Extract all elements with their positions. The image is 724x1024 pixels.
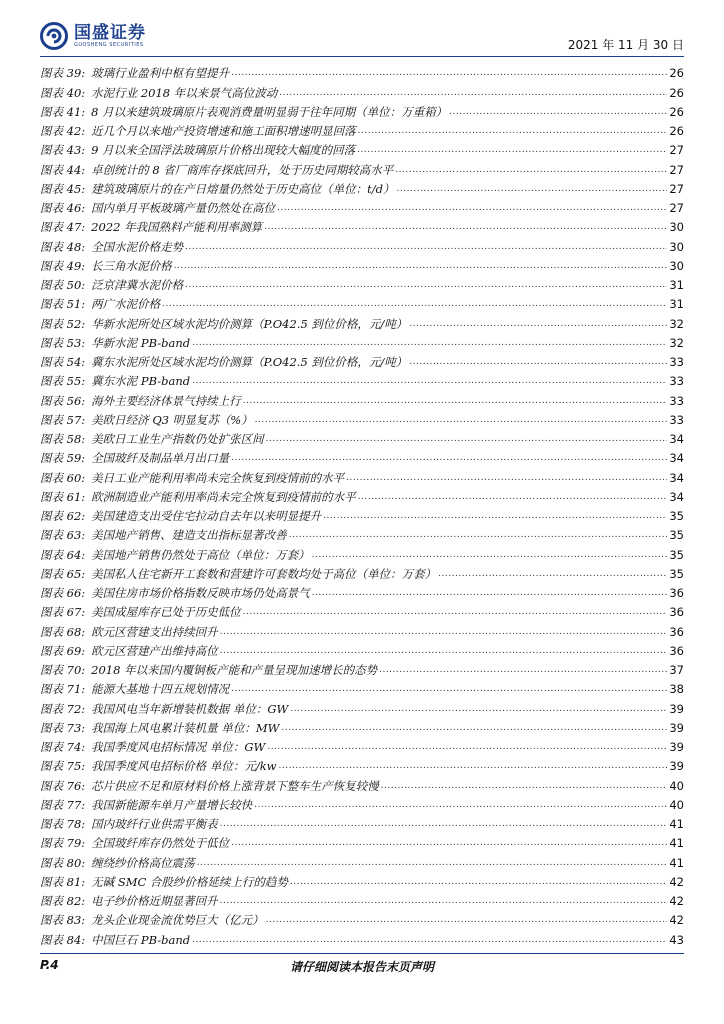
toc-entry[interactable]	[40, 215, 684, 234]
toc-entry-page: 36	[669, 624, 684, 639]
toc-entry-label: 图表 45:	[40, 181, 86, 196]
toc-entry[interactable]	[40, 369, 684, 388]
toc-leader-dots	[220, 894, 668, 908]
toc-entry[interactable]	[40, 581, 684, 600]
toc-leader-dots	[220, 817, 668, 831]
footer-divider	[40, 953, 684, 954]
toc-entry[interactable]	[40, 562, 684, 581]
toc-entry-label: 图表 59:	[40, 451, 86, 466]
toc-entry-page: 39	[669, 759, 684, 774]
toc-entry-label: 图表 43:	[40, 143, 86, 158]
toc-entry[interactable]	[40, 157, 684, 176]
toc-entry-label: 图表 63:	[40, 528, 86, 543]
toc-entry[interactable]	[40, 542, 684, 561]
toc-leader-dots	[231, 836, 667, 850]
toc-entry-label: 图表 80:	[40, 855, 86, 870]
toc-entry[interactable]	[40, 754, 684, 773]
toc-entry[interactable]	[40, 850, 684, 869]
toc-entry[interactable]	[40, 793, 684, 812]
toc-entry-title: 无碱 SMC 合股纱价格延续上行的趋势	[91, 874, 288, 889]
toc-entry-label: 图表 39:	[40, 66, 86, 81]
toc-entry-label: 图表 51:	[40, 297, 86, 312]
toc-entry-title: 冀东水泥 PB-band	[91, 374, 191, 389]
toc-entry[interactable]	[40, 485, 684, 504]
toc-leader-dots	[185, 278, 667, 292]
toc-entry-page: 27	[669, 162, 684, 177]
toc-leader-dots	[220, 625, 668, 639]
toc-leader-dots	[162, 297, 667, 311]
toc-entry[interactable]	[40, 658, 684, 677]
toc-leader-dots	[192, 374, 667, 388]
toc-entry[interactable]	[40, 446, 684, 465]
toc-entry-label: 图表 75:	[40, 759, 86, 774]
toc-leader-dots	[243, 394, 668, 408]
toc-entry-label: 图表 78:	[40, 817, 86, 831]
toc-entry[interactable]	[40, 523, 684, 542]
toc-leader-dots	[358, 490, 668, 504]
toc-entry[interactable]	[40, 716, 684, 735]
toc-leader-dots	[289, 528, 668, 542]
toc-entry[interactable]	[40, 196, 684, 215]
toc-entry-title: 水泥行业 2018 年以来景气高位波动	[91, 85, 278, 100]
toc-entry-page: 34	[669, 432, 684, 446]
toc-entry-label: 图表 58:	[40, 432, 86, 446]
toc-entry-title: 美日工业产能利用率尚未完全恢复到疫情前的水平	[91, 470, 345, 485]
toc-entry-page: 35	[669, 528, 684, 543]
toc-entry-label: 图表 77:	[40, 797, 86, 812]
toc-entry-title: 龙头企业现金流优势巨大（亿元）	[91, 913, 264, 928]
toc-entry-page: 33	[669, 412, 684, 427]
toc-entry-label: 图表 72:	[40, 701, 86, 716]
toc-leader-dots	[438, 567, 667, 581]
toc-entry[interactable]	[40, 504, 684, 523]
toc-entry-title: 全国玻纤库存仍然处于低位	[91, 836, 230, 851]
company-logo	[40, 22, 146, 50]
toc-entry-label: 图表 40:	[40, 85, 86, 100]
toc-entry-page: 26	[669, 66, 684, 81]
toc-entry-title: 欧元区营建支出持续回升	[91, 624, 218, 639]
toc-entry-title: 国内玻纤行业供需平衡表	[91, 817, 218, 831]
toc-leader-dots	[395, 163, 667, 177]
toc-entry-title: 近几个月以来地产投资增速和施工面积增速明显回落	[91, 124, 356, 138]
toc-entry-title: 中国巨石 PB-band	[91, 932, 191, 947]
toc-entry-label: 图表 47:	[40, 220, 86, 235]
toc-leader-dots	[279, 759, 668, 773]
toc-entry-title: 美欧日工业生产指数仍处扩张区间	[91, 432, 264, 446]
toc-leader-dots	[357, 143, 667, 157]
toc-entry-label: 图表 76:	[40, 778, 86, 793]
toc-entry-page: 27	[669, 201, 684, 215]
toc-entry-page: 30	[669, 220, 684, 235]
toc-entry-page: 36	[669, 643, 684, 658]
toc-entry[interactable]	[40, 350, 684, 369]
toc-leader-dots	[266, 913, 668, 927]
toc-entry-label: 图表 53:	[40, 335, 86, 350]
toc-entry-page: 31	[669, 297, 684, 312]
toc-entry[interactable]	[40, 812, 684, 831]
logo-text-en: GUOSHENG SECURITIES	[74, 41, 144, 48]
toc-entry-label: 图表 57:	[40, 412, 86, 427]
toc-entry-page: 36	[669, 586, 684, 600]
toc-entry[interactable]	[40, 388, 684, 407]
toc-entry[interactable]	[40, 465, 684, 484]
toc-entry-title: 建筑玻璃原片的在产日熔量仍然处于历史高位（单位：t/d）	[91, 181, 395, 196]
toc-leader-dots	[409, 355, 667, 369]
toc-entry-page: 32	[669, 335, 684, 350]
toc-entry-title: 芯片供应不足和原材料价格上涨背景下整车生产恢复较慢	[91, 778, 379, 793]
toc-entry-page: 41	[669, 817, 684, 831]
toc-entry-page: 43	[669, 932, 684, 947]
toc-entry-title: 全国玻纤及制品单月出口量	[91, 451, 230, 466]
toc-entry-page: 39	[669, 701, 684, 716]
toc-entry-page: 32	[669, 316, 684, 331]
toc-entry-title: 泛京津冀水泥价格	[91, 278, 184, 292]
toc-entry-title: 长三角水泥价格	[91, 258, 172, 273]
toc-entry-title: 美欧日经济 Q3 明显复苏（%）	[91, 412, 253, 427]
toc-entry[interactable]	[40, 311, 684, 330]
toc-leader-dots	[192, 336, 667, 350]
toc-entry-page: 30	[669, 239, 684, 254]
toc-leader-dots	[267, 740, 667, 754]
toc-entry[interactable]	[40, 254, 684, 273]
toc-entry-label: 图表 65:	[40, 566, 86, 581]
toc-entry-label: 图表 81:	[40, 874, 86, 889]
toc-entry[interactable]	[40, 408, 684, 427]
toc-entry-label: 图表 61:	[40, 489, 86, 504]
toc-entry[interactable]	[40, 138, 684, 157]
toc-entry-label: 图表 44:	[40, 162, 86, 177]
toc-entry-page: 42	[669, 874, 684, 889]
toc-entry-page: 34	[669, 451, 684, 466]
toc-entry-page: 41	[669, 855, 684, 870]
toc-leader-dots	[358, 124, 668, 138]
toc-entry-label: 图表 71:	[40, 682, 86, 697]
toc-entry[interactable]	[40, 927, 684, 946]
toc-entry-page: 34	[669, 489, 684, 504]
toc-entry-page: 42	[669, 913, 684, 928]
logo-icon	[40, 22, 68, 50]
toc-leader-dots	[290, 875, 667, 889]
toc-entry[interactable]	[40, 639, 684, 658]
toc-entry-label: 图表 55:	[40, 374, 86, 389]
toc-leader-dots	[174, 259, 668, 273]
toc-entry-page: 26	[669, 124, 684, 138]
toc-entry-title: 欧洲制造业产能利用率尚未完全恢复到疫情前的水平	[91, 489, 356, 504]
toc-leader-dots	[264, 220, 667, 234]
toc-leader-dots	[220, 644, 668, 658]
toc-entry-page: 33	[669, 355, 684, 369]
toc-entry-label: 图表 56:	[40, 393, 86, 408]
toc-entry-page: 40	[669, 797, 684, 812]
toc-entry-title: 我国季度风电招标价格 单位：元/kw	[91, 759, 277, 774]
report-date: 2021 年 11 月 30 日	[567, 38, 684, 52]
toc-entry-page: 26	[669, 85, 684, 100]
toc-entry[interactable]	[40, 427, 684, 446]
toc-entry[interactable]	[40, 677, 684, 696]
toc-entry-title: 美国成屋库存已处于历史低位	[91, 605, 241, 620]
toc-leader-dots	[449, 105, 667, 119]
toc-leader-dots	[185, 240, 667, 254]
toc-entry[interactable]	[40, 273, 684, 292]
toc-entry-title: 欧元区营建产出维持高位	[91, 643, 218, 658]
toc-leader-dots	[281, 721, 667, 735]
toc-entry-page: 35	[669, 566, 684, 581]
toc-entry-label: 图表 68:	[40, 624, 86, 639]
toc-entry[interactable]	[40, 908, 684, 927]
toc-entry-title: 我国风电当年新增装机数据 单位：GW	[91, 701, 289, 716]
toc-entry-page: 35	[669, 509, 684, 523]
toc-leader-dots	[397, 182, 668, 196]
toc-entry-label: 图表 64:	[40, 547, 86, 562]
toc-leader-dots	[409, 317, 667, 331]
disclaimer-note: 请仔细阅读本报告末页声明	[289, 960, 434, 974]
toc-entry-title: 华新水泥所处区域水泥均价测算（P.O42.5 到位价格，元/吨）	[91, 316, 408, 331]
toc-entry[interactable]	[40, 735, 684, 754]
toc-entry[interactable]	[40, 696, 684, 715]
toc-leader-dots	[192, 933, 667, 947]
toc-entry-title: 能源大基地十四五规划情况	[91, 682, 230, 697]
toc-entry-title: 海外主要经济体景气持续上行	[91, 393, 241, 408]
toc-entry-page: 27	[669, 181, 684, 196]
logo-text-cn: 国盛证券	[74, 22, 146, 43]
toc-leader-dots	[312, 548, 668, 562]
toc-entry[interactable]	[40, 292, 684, 311]
toc-entry-title: 我国季度风电招标情况 单位：GW	[91, 740, 266, 754]
toc-entry-title: 美国地产销售仍然处于高位（单位：万套）	[91, 547, 310, 562]
toc-entry-page: 37	[669, 663, 684, 677]
toc-entry-title: 9 月以来全国浮法玻璃原片价格出现较大幅度的回落	[91, 143, 356, 158]
toc-entry-title: 电子纱价格近期显著回升	[91, 894, 218, 908]
toc-entry-label: 图表 41:	[40, 104, 86, 119]
toc-entry-page: 39	[669, 720, 684, 735]
toc-entry[interactable]	[40, 100, 684, 119]
toc-entry-page: 39	[669, 740, 684, 754]
toc-entry-page: 26	[669, 104, 684, 119]
toc-entry-page: 36	[669, 605, 684, 620]
toc-entry-title: 全国水泥价格走势	[91, 239, 184, 254]
toc-leader-dots	[266, 432, 668, 446]
toc-entry[interactable]	[40, 331, 684, 350]
toc-entry-label: 图表 67:	[40, 605, 86, 620]
toc-leader-dots	[379, 663, 667, 677]
figure-index-list	[40, 61, 684, 947]
toc-entry-title: 美国住房市场价格指数反映市场仍处高景气	[91, 586, 310, 600]
toc-entry-page: 40	[669, 778, 684, 793]
toc-leader-dots	[312, 586, 668, 600]
toc-leader-dots	[243, 605, 668, 619]
toc-entry-title: 2022 年我国熟料产能利用率测算	[91, 220, 263, 235]
toc-entry[interactable]	[40, 831, 684, 850]
toc-leader-dots	[323, 509, 667, 523]
toc-entry-label: 图表 84:	[40, 932, 86, 947]
toc-entry-page: 38	[669, 682, 684, 697]
toc-leader-dots	[231, 66, 667, 80]
toc-leader-dots	[279, 86, 667, 100]
toc-entry-title: 缠绕纱价格高位震荡	[91, 855, 195, 870]
toc-entry-label: 图表 54:	[40, 355, 86, 369]
toc-entry-label: 图表 70:	[40, 663, 86, 677]
toc-entry-title: 国内单月平板玻璃产量仍然处在高位	[91, 201, 276, 215]
toc-entry-page: 31	[669, 278, 684, 292]
toc-entry-label: 图表 83:	[40, 913, 86, 928]
toc-entry-title: 我国新能源车单月产量增长较快	[91, 797, 253, 812]
toc-leader-dots	[346, 471, 667, 485]
toc-entry[interactable]	[40, 889, 684, 908]
toc-entry-label: 图表 69:	[40, 643, 86, 658]
toc-entry-page: 27	[669, 143, 684, 158]
toc-entry-label: 图表 79:	[40, 836, 86, 851]
header-divider	[40, 56, 684, 57]
toc-entry-title: 美国私人住宅新开工套数和营建许可套数均处于高位（单位：万套）	[91, 566, 437, 581]
toc-entry[interactable]	[40, 600, 684, 619]
toc-entry-label: 图表 52:	[40, 316, 86, 331]
toc-leader-dots	[254, 798, 667, 812]
toc-leader-dots	[231, 682, 667, 696]
toc-entry-title: 美国地产销售、建造支出指标显著改善	[91, 528, 287, 543]
toc-entry[interactable]	[40, 619, 684, 638]
toc-entry-label: 图表 48:	[40, 239, 86, 254]
toc-entry-title: 冀东水泥所处区域水泥均价测算（P.O42.5 到位价格，元/吨）	[91, 355, 408, 369]
toc-entry[interactable]	[40, 870, 684, 889]
toc-entry-title: 玻璃行业盈利中枢有望提升	[91, 66, 230, 81]
toc-entry-label: 图表 74:	[40, 740, 86, 754]
toc-entry-page: 35	[669, 547, 684, 562]
toc-entry-page: 30	[669, 258, 684, 273]
toc-entry-page: 33	[669, 374, 684, 389]
toc-entry-title: 华新水泥 PB-band	[91, 335, 191, 350]
toc-leader-dots	[290, 702, 667, 716]
toc-entry-label: 图表 73:	[40, 720, 86, 735]
page-header	[40, 18, 684, 52]
toc-entry-title: 卓创统计的 8 省厂商库存探底回升，处于历史同期较高水平	[91, 162, 394, 177]
toc-leader-dots	[231, 451, 667, 465]
toc-entry[interactable]	[40, 234, 684, 253]
toc-entry-page: 41	[669, 836, 684, 851]
toc-entry-label: 图表 60:	[40, 470, 86, 485]
toc-entry-page: 33	[669, 393, 684, 408]
page-number: P.4	[40, 958, 59, 972]
toc-leader-dots	[381, 779, 668, 793]
toc-entry-title: 我国海上风电累计装机量 单位：MW	[91, 720, 280, 735]
toc-entry-label: 图表 66:	[40, 586, 86, 600]
toc-entry[interactable]	[40, 80, 684, 99]
toc-entry-title: 2018 年以来国内覆铜板产能和产量呈现加速增长的态势	[91, 663, 378, 677]
toc-entry-title: 8 月以来建筑玻璃原片表观消费量明显弱于往年同期（单位：万重箱）	[91, 104, 448, 119]
toc-entry-label: 图表 82:	[40, 894, 86, 908]
toc-leader-dots	[197, 856, 668, 870]
toc-entry-page: 42	[669, 894, 684, 908]
toc-leader-dots	[255, 413, 668, 427]
toc-entry-label: 图表 46:	[40, 201, 86, 215]
toc-leader-dots	[277, 201, 667, 215]
toc-entry-title: 两广水泥价格	[91, 297, 161, 312]
toc-entry[interactable]	[40, 61, 684, 80]
toc-entry[interactable]	[40, 773, 684, 792]
toc-entry-page: 34	[669, 470, 684, 485]
toc-entry-label: 图表 49:	[40, 258, 86, 273]
toc-entry-label: 图表 62:	[40, 509, 86, 523]
toc-entry-label: 图表 42:	[40, 124, 86, 138]
page-footer	[40, 958, 684, 978]
toc-entry-title: 美国建造支出受住宅拉动自去年以来明显提升	[91, 509, 322, 523]
toc-entry[interactable]	[40, 177, 684, 196]
toc-entry-label: 图表 50:	[40, 278, 86, 292]
toc-entry[interactable]	[40, 119, 684, 138]
